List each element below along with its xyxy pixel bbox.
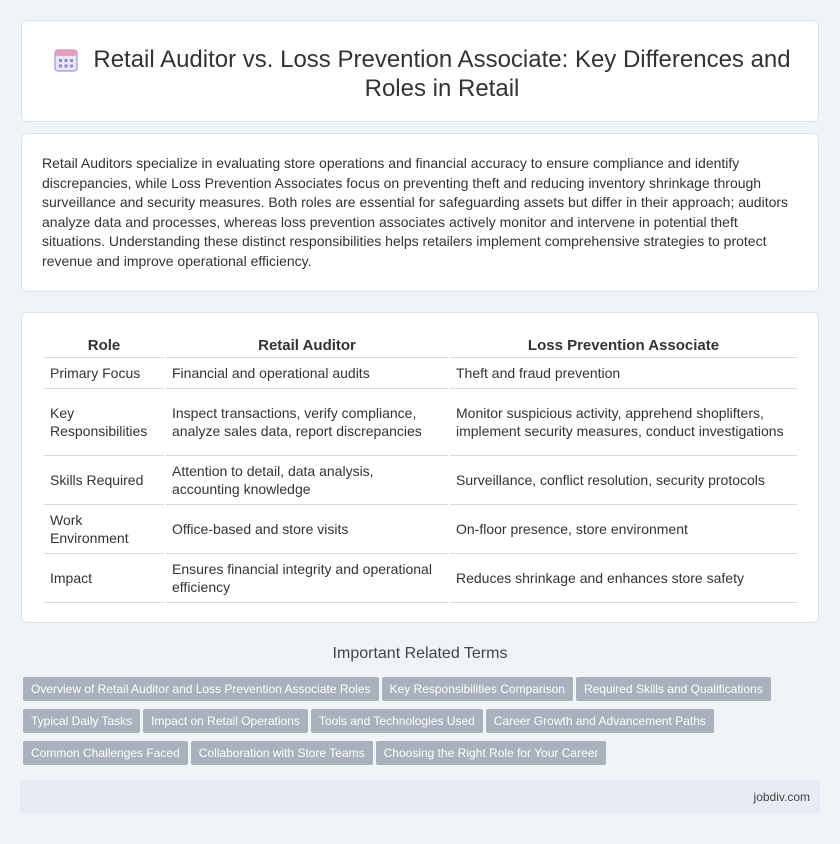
lp-cell: Reduces shrinkage and enhances store safety <box>450 554 797 603</box>
related-term-tag[interactable]: Overview of Retail Auditor and Loss Prevention Associate Roles <box>23 677 379 701</box>
auditor-cell: Ensures financial integrity and operational efficiency <box>166 554 448 603</box>
row-label: Impact <box>44 554 164 603</box>
related-term-tag[interactable]: Required Skills and Qualifications <box>576 677 771 701</box>
auditor-cell: Attention to detail, data analysis, accounting knowledge <box>166 456 448 505</box>
lp-cell: Theft and fraud prevention <box>450 358 797 389</box>
footer-site-link[interactable]: jobdiv.com <box>753 790 810 804</box>
row-label: Work Environment <box>44 505 164 554</box>
comparison-table-card <box>21 312 819 623</box>
table-row <box>44 505 797 554</box>
header-retail-auditor: Retail Auditor <box>166 332 448 358</box>
table-row <box>44 389 797 456</box>
related-term-tag[interactable]: Tools and Technologies Used <box>311 709 483 733</box>
related-terms-list <box>23 677 823 773</box>
related-term-tag[interactable]: Collaboration with Store Teams <box>191 741 373 765</box>
lp-cell: Monitor suspicious activity, apprehend shoplifters, implement security measures, conduct investigations <box>450 389 797 456</box>
auditor-cell: Financial and operational audits <box>166 358 448 389</box>
table-row <box>44 456 797 505</box>
related-term-tag[interactable]: Choosing the Right Role for Your Career <box>376 741 607 765</box>
auditor-cell: Office-based and store visits <box>166 505 448 554</box>
related-term-tag[interactable]: Common Challenges Faced <box>23 741 188 765</box>
row-label: Key Responsibilities <box>44 389 164 456</box>
intro-card <box>21 133 819 292</box>
page-title: Retail Auditor vs. Loss Prevention Associate: Key Differences and Roles in Retail <box>93 46 791 102</box>
related-term-tag[interactable]: Key Responsibilities Comparison <box>382 677 573 701</box>
related-term-tag[interactable]: Career Growth and Advancement Paths <box>486 709 714 733</box>
lp-cell: Surveillance, conflict resolution, security protocols <box>450 456 797 505</box>
row-label: Skills Required <box>44 456 164 505</box>
table-header-row <box>44 332 797 358</box>
lp-cell: On-floor presence, store environment <box>450 505 797 554</box>
calendar-icon <box>53 47 79 73</box>
related-term-tag[interactable]: Impact on Retail Operations <box>143 709 308 733</box>
table-row <box>44 554 797 603</box>
header-card <box>21 20 819 122</box>
comparison-table <box>42 332 799 603</box>
intro-text: Retail Auditors specialize in evaluating store operations and financial accuracy to ensure compliance and identify discrepancies, while Loss Prevention Associates focus on preventing theft and reducing inventory shrinkage through surveillance and security measures. Both roles are essential for safeguarding assets but differ in their approach; auditors analyze data and processes, whereas loss prevention associates actively monitor and intervene in potential theft situations. Understanding these distinct responsibilities helps retailers implement comprehensive strategies to protect revenue and improve operational efficiency. <box>42 155 789 269</box>
related-terms-title: Important Related Terms <box>332 645 508 662</box>
header-role: Role <box>44 332 164 358</box>
header-loss-prevention: Loss Prevention Associate <box>450 332 797 358</box>
related-term-tag[interactable]: Typical Daily Tasks <box>23 709 140 733</box>
row-label: Primary Focus <box>44 358 164 389</box>
table-row <box>44 358 797 389</box>
footer <box>20 780 820 814</box>
auditor-cell: Inspect transactions, verify compliance, analyze sales data, report discrepancies <box>166 389 448 456</box>
